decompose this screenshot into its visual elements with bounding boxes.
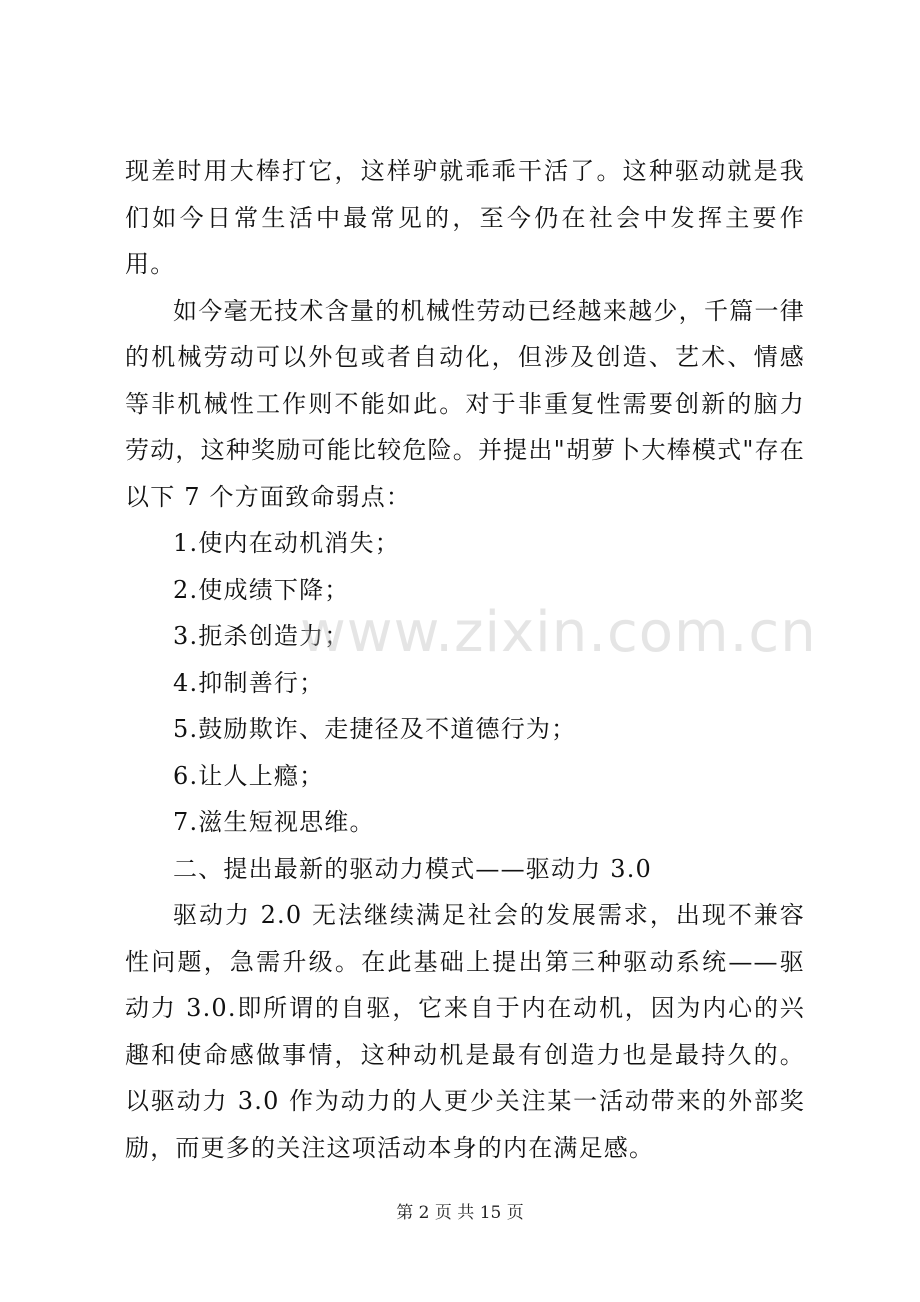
list-item: 6.让人上瘾； [173, 761, 325, 790]
paragraph-drive-3: 驱动力 2.0 无法继续满足社会的发展需求，出现不兼容性问题，急需升级。在此基础上提出第三种驱动系统——驱动力 3.0.即所谓的自驱，它来自于内在动机，因为内心的兴趣和使命感做事情，这种动机是最有创造力也是最持久的。以驱动力 3.0 作为动力的人更少关注某一活动带来的外部奖励，而更多的关注这项活动本身的内在满足感。 [125, 901, 805, 1162]
list-item: 2.使成绩下降； [173, 575, 350, 604]
document-body [125, 148, 805, 1171]
list-item: 3.扼杀创造力； [173, 622, 350, 650]
paragraph-continued: 现差时用大棒打它，这样驴就乖乖干活了。这种驱动就是我们如今日常生活中最常见的，至今仍在社会中发挥主要作用。 [125, 157, 805, 278]
list-item: 1.使内在动机消失； [173, 529, 400, 557]
list-item: 7.滋生短视思维。 [173, 808, 375, 836]
page-footer: 第 2 页 共 15 页 [396, 1203, 524, 1223]
watermark: www.zixin.com.cn [300, 600, 817, 665]
section-heading: 二、提出最新的驱动力模式——驱动力 3.0 [173, 854, 652, 883]
paragraph-mechanical-labor: 如今毫无技术含量的机械性劳动已经越来越少，千篇一律的机械劳动可以外包或者自动化，但涉及创造、艺术、情感等非机械性工作则不能如此。对于非重复性需要创新的脑力劳动，这种奖励可能比较危险。并提出"胡萝卜大棒模式"存在以下 7 个方面致命弱点： [125, 296, 805, 511]
list-item: 4.抑制善行； [173, 668, 325, 697]
list-item: 5.鼓励欺诈、走捷径及不道德行为； [173, 715, 577, 743]
